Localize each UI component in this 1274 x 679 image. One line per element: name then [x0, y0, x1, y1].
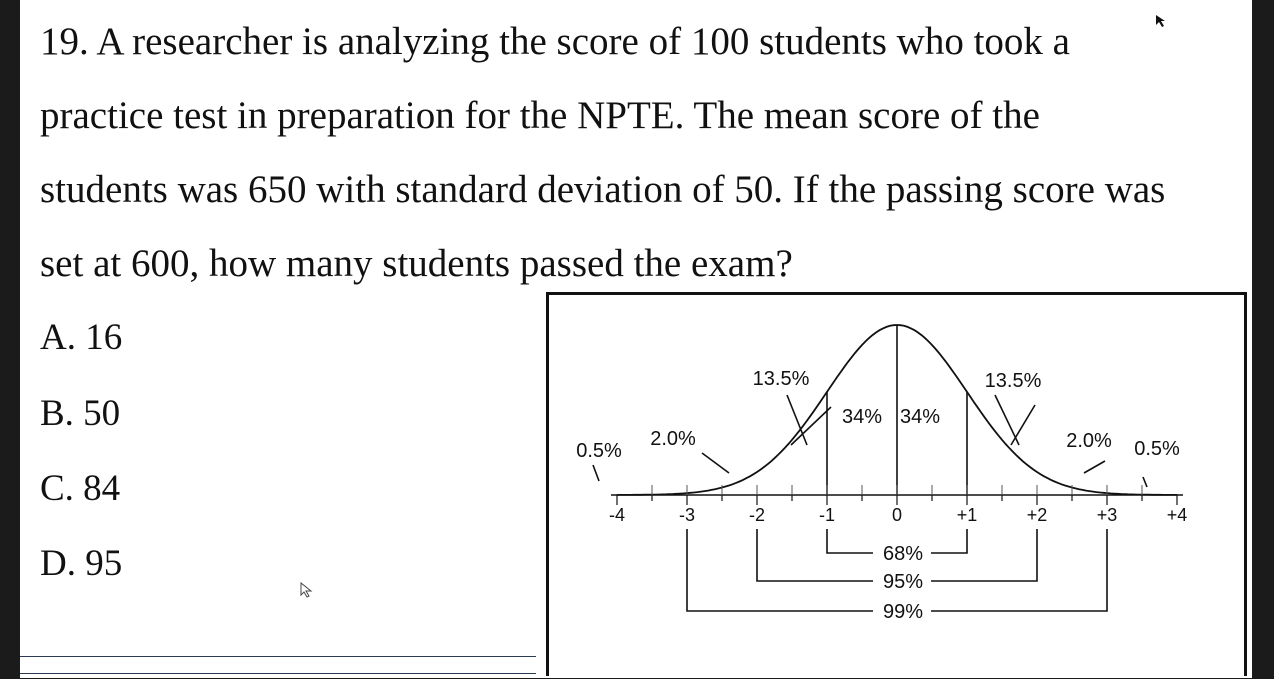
question-line-2: practice test in preparation for the NPTE. The mean score of the [40, 94, 1040, 137]
leader-line [1011, 405, 1035, 445]
question-line-3: students was 650 with standard deviation of 50. If the passing score was [40, 168, 1166, 211]
tick-label: -3 [678, 505, 696, 525]
bracket-left [757, 529, 873, 581]
tick-label: -1 [818, 505, 836, 525]
pointer-cursor-icon [1155, 14, 1167, 28]
bracket-right [931, 529, 1107, 611]
region-label: 13.5% [752, 368, 810, 390]
tick-label: -4 [608, 505, 626, 525]
bracket-left [687, 529, 873, 611]
tick-label: +2 [1026, 505, 1048, 525]
question-line-1: 19. A researcher is analyzing the score of 100 students who took a [40, 20, 1070, 63]
option-d[interactable]: D. 95 [40, 543, 123, 584]
bracket-label: 95% [882, 571, 924, 593]
leader-line [702, 453, 729, 473]
tick-label: +4 [1166, 505, 1188, 525]
tick-label: +1 [956, 505, 978, 525]
option-b[interactable]: B. 50 [40, 393, 121, 434]
separator-line-lower [20, 673, 536, 674]
region-label: 0.5% [1134, 438, 1180, 460]
tick-label: 0 [891, 505, 903, 525]
normal-distribution-chart [549, 295, 1250, 679]
bracket-left [827, 529, 873, 553]
region-label: 34% [899, 406, 941, 428]
region-label: 13.5% [984, 370, 1042, 392]
bracket-label: 99% [882, 601, 924, 623]
leader-line [791, 407, 831, 445]
mouse-cursor-icon [300, 582, 314, 598]
region-label: 2.0% [650, 428, 696, 450]
region-label: 34% [841, 406, 883, 428]
leader-line [1084, 461, 1105, 473]
bracket-right [931, 529, 967, 553]
bracket-right [931, 529, 1037, 581]
leader-line [593, 465, 599, 481]
question-line-4: set at 600, how many students passed the exam? [40, 242, 793, 285]
tick-label: +3 [1096, 505, 1118, 525]
region-label: 0.5% [576, 440, 622, 462]
separator-line [20, 656, 536, 657]
bracket-label: 68% [882, 543, 924, 565]
option-c[interactable]: C. 84 [40, 468, 121, 509]
leader-line [1143, 477, 1147, 487]
document-page [20, 0, 1252, 678]
leader-line [787, 395, 807, 445]
region-label: 2.0% [1066, 430, 1112, 452]
tick-label: -2 [748, 505, 766, 525]
option-a[interactable]: A. 16 [40, 317, 123, 358]
normal-distribution-figure [546, 292, 1247, 676]
